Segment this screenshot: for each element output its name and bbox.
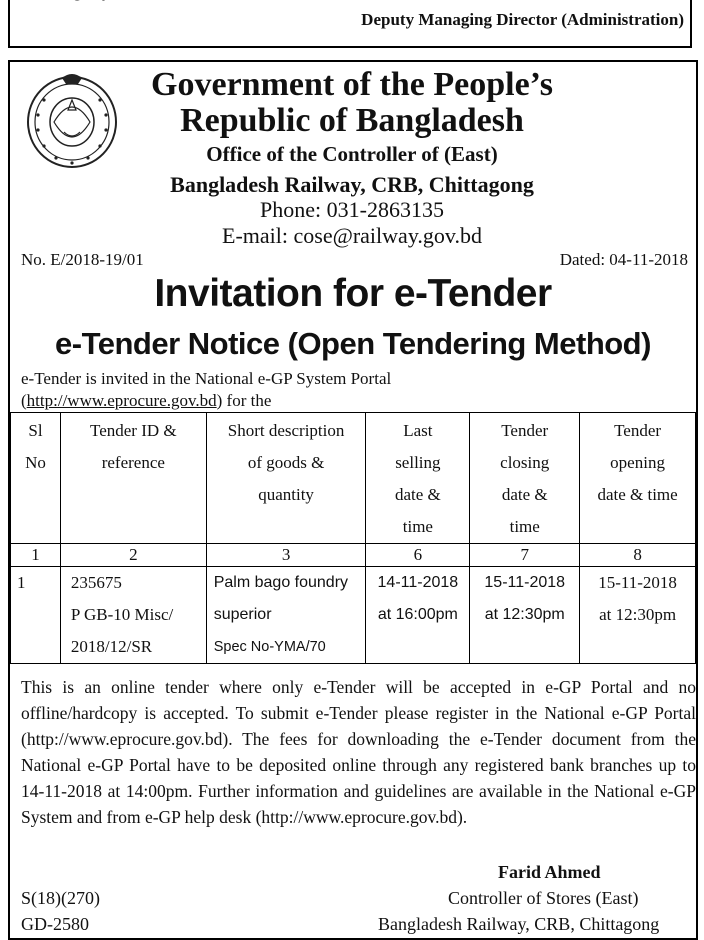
column-number: 8 [580,544,696,567]
header-text: time [509,517,540,536]
column-number: 7 [470,544,580,567]
column-number: 2 [60,544,206,567]
cell-text: Palm bago foundry [213,574,349,591]
header-government-line2: Republic of Bangladesh [180,102,524,139]
cell-text: Spec No-YMA/70 [213,639,326,655]
table-header-row [11,413,696,544]
header-text: time [402,517,433,536]
intro-line2-suffix: ) for the [216,391,272,410]
column-number-row [11,544,696,567]
intro-line2 [21,390,581,412]
previous-notice-box [8,0,692,48]
header-last-selling [366,413,470,544]
reference-code-2: GD-2580 [21,914,89,934]
header-text: quantity [258,485,314,504]
reference-code-1: S(18)(270) [21,888,100,908]
cell-text: 15-11-2018 [598,573,677,592]
header-text: Sl [28,421,43,440]
tender-table [10,412,696,664]
header-closing [470,413,580,544]
previous-notice-text [24,0,244,2]
cell-text: at 12:30pm [484,606,565,623]
header-tender-id [60,413,206,544]
column-number: 6 [366,544,470,567]
signer-name: Farid Ahmed [498,862,601,882]
signer-organization: Bangladesh Railway, CRB, Chittagong [378,914,660,934]
header-sl [11,413,61,544]
cell-text: superior [213,606,272,623]
reference-date: Dated: 04-11-2018 [559,250,688,269]
header-text: Short description [227,421,345,440]
header-office: Office of the Controller of (East) [206,142,498,166]
body-paragraph: This is an online tender where only e-Tender will be accepted in e-GP Portal and no offline/hardcopy is accepted. To submit e-Tender please register in the National e-GP Portal (http://www.eprocure.gov.bd). The fees for downloading the e-Tender document from the National e-GP Portal have to be deposited online through any registered bank branches up to 14-11-2018 at 14:00pm. Further information and guidelines are available in the National e-GP System and from e-GP help desk (http://www.eprocure.gov.bd). [21,677,696,827]
header-text: opening [610,453,665,472]
header-text: date & [501,485,548,504]
header-text: Tender [614,421,662,440]
cell-text: P GB-10 Misc/ [70,605,174,624]
cell-text: 2018/12/SR [70,637,153,656]
cell-closing [470,567,580,664]
header-email: E-mail: cose@railway.gov.bd [222,223,482,248]
header-phone: Phone: 031-2863135 [260,197,444,222]
header-text: No [25,453,46,472]
header-government-line1: Government of the People’s [151,66,553,103]
eprocure-link[interactable]: http://www.eprocure.gov.bd [26,391,217,410]
intro-line1: e-Tender is invited in the National e-GP System Portal [21,369,392,388]
header-opening [580,413,696,544]
signer-designation: Controller of Stores (East) [448,888,639,908]
header-text: of goods & [247,453,325,472]
header-railway: Bangladesh Railway, CRB, Chittagong [170,172,534,197]
cell-text: 235675 [70,573,122,592]
previous-notice-signatory: Deputy Managing Director (Administration) [361,10,684,29]
cell-opening [580,567,696,664]
cell-description [206,567,366,664]
header-text: closing [500,453,550,472]
header-text: selling [395,453,441,472]
cell-text: 14-11-2018 [377,574,459,591]
cell-text: at 16:00pm [377,606,458,623]
header-text: reference [101,453,165,472]
header-text: Tender [501,421,549,440]
cell-text: at 12:30pm [599,605,677,624]
header-text: Last [403,421,433,440]
intro-text [21,368,581,412]
intro-paren-open: ( [21,391,27,410]
notice-title: Invitation for e-Tender [154,272,552,315]
header-text: Tender ID & [90,421,177,440]
table-row [11,567,696,664]
column-number: 1 [11,544,61,567]
reference-number: No. E/2018-19/01 [21,250,144,269]
cell-text: 15-11-2018 [484,574,566,591]
cell-last-selling [366,567,470,664]
notice-subtitle: e-Tender Notice (Open Tendering Method) [55,326,651,361]
header-description [206,413,366,544]
header-text: date & [394,485,441,504]
column-number: 3 [206,544,366,567]
cell-sl: 1 [11,567,61,664]
header-text: date & time [597,485,678,504]
cell-tender-id [60,567,206,664]
tender-notice [8,60,698,940]
